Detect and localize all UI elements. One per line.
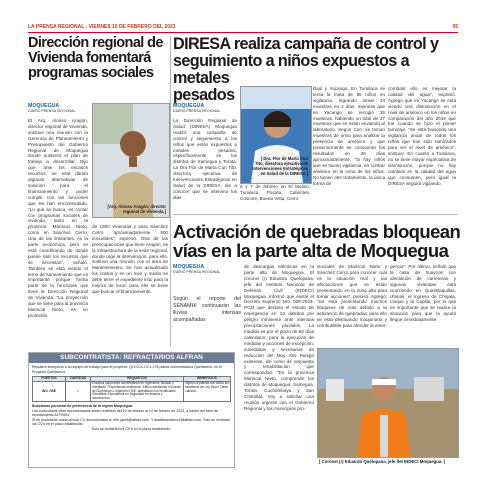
article1-kicker-sub: DIARIO PRENSA REGIONAL — [28, 109, 76, 113]
page-header — [28, 23, 458, 33]
article1-headline — [28, 36, 173, 81]
article3-col3: vinciales de Mariscal Nieto y Sánchez Cerro para conocer cuál es la situación real y las afectaciones que se están presentando en la zona alta para tomar acciones", precisó. Agregó: "Se está presentando muchos bloqueos de vías debido a la activación de quebradas, para ello se está destinando maquinaria y combustible para atender la emer- — [317, 264, 387, 329]
ad-col-header: BENEFICIOS — [184, 377, 231, 382]
article2-headline-line: pesados — [173, 86, 235, 104]
article1-col1: El Arq. Alonso Aragón, director regional de Vivienda, sostuvo una reunión con la Gerencia de Planeamiento y Presupuesto del Gobierno Regional de Moquegua donde sustentó el plan de trabajo a desarrollar. Dijo que, ante los escasos recursos, se está dando algunas alternativas de solución para el financiamiento y poder cumplir con las funciones que les han encomendado. "Lo que se busca, es contar con programas sociales de vivienda, tanto en la provincia Mariscal Nieto, como en Sánchez Cerro. Una de las limitantes, es la parte económica, pero se está coordinando de donde puede salir los recursos que se necesitan", señaló. También se está viendo el tema de saneamiento que es importante porque forma parte de la funciones que tiene la Dirección Regional de Vivienda. "La proyección que se tiene para la provincia Mariscal Nieto, es un promedio — [28, 118, 88, 318]
article3-headline-line: vías en la parte alta de Moquegua — [173, 240, 449, 261]
article1-photo — [92, 103, 170, 218]
article2-col3: Baúl y Yacango. En Tumilaca se tenía la meta de 85 niños en vigilancia, logrando tomar 34 muestras en 2 días, mientras que en Yacango se recogió 25 muestras, habiendo un total de 37 muestras que se están enviando al laboratorio. Según Cun, se toman muestras de orina para analizar la presencia de arsénico y que posteriormente se conocerán los resultados en 30 días aproximadamente. "Si hay niños que se hacen vigilancia, en contrar arsénico en la orina de los niños. No tienen otro tratamiento, la única forma de — [313, 86, 385, 186]
ad-deadline-note: Solo se recibirán los CV's en el plazo establecido. — [91, 426, 172, 431]
article3-col1: Según el reporte del SENAMHI continuarán las lluvias intensas acompañadas — [173, 296, 241, 323]
caption-line: Tito, directora ejecutiva de — [255, 161, 308, 166]
ad-cell: Ingreso a planilla con todos los beneficios de Ley. Buen Clima Laboral. — [184, 381, 231, 401]
article1-kicker: MOQUEGUA — [28, 103, 60, 109]
article1-photo-caption — [92, 204, 166, 214]
ad-col-header: CANTIDAD — [66, 377, 91, 382]
ad-dates: Los currículums vitae documentados serán recibidos del 10 de febrero al 14 de febrero de 2023, a través del área de reclutamiento ALFRAN. — [32, 408, 218, 418]
ad-email-note: Si es postulante nuevo enviar CV documentado a: rrhh.jamili@alfran.com. Y alaalfarandrhxx2@alfran.com. Solo se recibirán los CV's en el plazo establecido. — [32, 417, 230, 427]
ad-preference: Buscamos personal de preferencia de la región Moquegua. — [32, 403, 133, 408]
article2-kicker-sub: DIARIO PRENSA REGIONAL — [173, 109, 221, 113]
ad-cell: ING. HSE — [33, 381, 66, 401]
header-text: LA PRENSA REGIONAL - VIERNES 10 DE FEBRERO DEL 2023 — [28, 24, 176, 30]
article3-headline-line: Activación de quebradas bloquean — [173, 221, 461, 242]
caption-line: [ Dra. Flor de María Cun — [260, 156, 308, 161]
job-ad — [28, 352, 235, 468]
ad-table — [32, 376, 231, 402]
article3-headline — [173, 222, 463, 260]
article2-headline-line: seguimiento a niños expuestos a metales — [173, 52, 409, 87]
article2-photo-caption — [240, 156, 308, 176]
ad-cell: 1 — [66, 381, 91, 401]
article1-headline-line: programas sociales — [28, 65, 154, 81]
column-divider — [170, 36, 171, 346]
article3-kicker-sub: DIARIO PRENSA REGIONAL — [173, 270, 221, 274]
article3-col4: gencia". Por último, señaló que la casa de huaycos con afectación de carreteras y algunas viviendas está ocurriendo en Quinistaquillas, Ubinas, el ingreso de Chojata, Lloque y la Capilla, por lo que es importante que se realice la situación para que la ayuda llegue inmediatamente. — [390, 264, 456, 323]
article2-col1: La Dirección Regional de Salud (DIRESA) Moquegua realizó una campaña de control y seguimiento a los niños que están expuestos a metales pesados, específicamente en los distritos de Samegua y Torata. La Dra Flor de María Cun Tito, directora ejecutiva de Intervenciones Estratégicas en Salud de la DIRESA, dio a conocer que se intervino los dias — [173, 118, 237, 200]
ad-title: SUBCONTRATISTA: REFRACTARIOS ALFRAN — [29, 353, 234, 363]
official-illustration — [318, 349, 458, 457]
article1-col2: de 1500 viviendas y para Sánchez Cerro aproximadamente 500 inmuebles", expresó. Otra de las preocupaciones que tiene Aragón, es la infraestructura de la sede regional, donde urge la intervención, para ello, sostuvo una reunión con el área de Mantenimiento. Se han actualizado los costos y en un mes y medio se debe tener el expediente listo para la mejora de local, para ello se tiene que buscar el financiamiento. — [92, 224, 168, 294]
caption-line: en Salud de la DIRESA ] — [260, 171, 308, 176]
article3-kicker: MOQUEGUA — [173, 264, 205, 270]
section-divider — [173, 214, 458, 215]
article3-photo-caption: [ Coronel (r) Eduardo Quelopana, jefe del INDECI Moquegua. ] — [319, 459, 446, 464]
caption-line: regional de Vivienda.] — [122, 209, 166, 214]
caption-line: Intervenciones Estratégicas — [252, 166, 308, 171]
ad-col-header: REQUISITOS — [91, 377, 184, 382]
ad-col-header: PUESTOS — [33, 377, 66, 382]
page-number: 05 — [452, 24, 458, 30]
article2-headline-line: DIRESA realiza campaña de control y — [173, 35, 439, 53]
article1-headline-line: Vivienda fomentará — [28, 50, 151, 66]
article2-col2: 6 y 7 de febrero en El Molino, Tumilaca, Pocata, Calientes, Coscore, Buena Vista, Cerro — [240, 184, 310, 201]
article2-kicker: MOQUEGUA — [173, 103, 205, 109]
article1-headline-line: Dirección regional de — [28, 35, 163, 51]
article2-col4: combatir ello es mejorar la calidad del agua", expresó. Agregó que en Yacango se está viendo una disminución en el nivel de arsénico en los niños en comparación del año 2019 que fue cuando se hizo el primer tamizaje. "Se está haciendo una vigilancia anual de todos los niños que han sido tamizados para ver el nivel de arsénico", sostuvo. En cuanto a Tumilaca, no se tiene mayor expectativa de disminución, porque no hay cambios en la calidad del agua que consumen, pero igual la DIRESA seguirá vigilando. — [388, 86, 456, 186]
article3-col2: de descargas eléctricas en la parte alta de Moquegua. El coronel (r) Eduardo Quelopana, jefe del Instituto Nacional de Defensa Civil (INDECI) Moquegua, informó que existe el Decreto Supremo Nro. 008-2023-PCM que declara el estado de emergencia en 10 distritos por peligro inminente ante intensas precipitaciones pluviales. La medida es por el plazo de 60 días calendario, para la ejecución de medidas y acciones de excepción, inmediatas y necesarias de reducción del Muy Alto Riesgo existente, así como de respuesta y rehabilitación que correspondan. "En la provincia Mariscal Nieto, comprende los distritos de Moquegua, Samegua, Torata, Cuchumbaya y San Cristóbal. Voy a solicitar una reunión urgente con el Gobierno Regional y los municipios pro- — [244, 264, 314, 411]
ad-intro: Requiere incorporar a su equipo de trabajo para el proyecto: Q1CO-K-CC1-178 planta concentradora Quellaveco, en el Proyecto Quellaveco. — [32, 365, 222, 374]
table-row — [33, 381, 231, 401]
article3-photo — [317, 348, 459, 458]
caption-line: [Arq. Alonso Aragón, director — [107, 204, 166, 209]
ad-cell: Estudios superiores universitarios en Ingeniería, titulado y colegiado. *Experiencia mínima de 3 años ejerciendo el puesto de Supervisor o Ingeniero HSE, acreditado con certificados. *Deseable Experiencia en Seguridad en minería y construcción. — [91, 381, 184, 401]
portrait-illustration — [93, 104, 169, 217]
